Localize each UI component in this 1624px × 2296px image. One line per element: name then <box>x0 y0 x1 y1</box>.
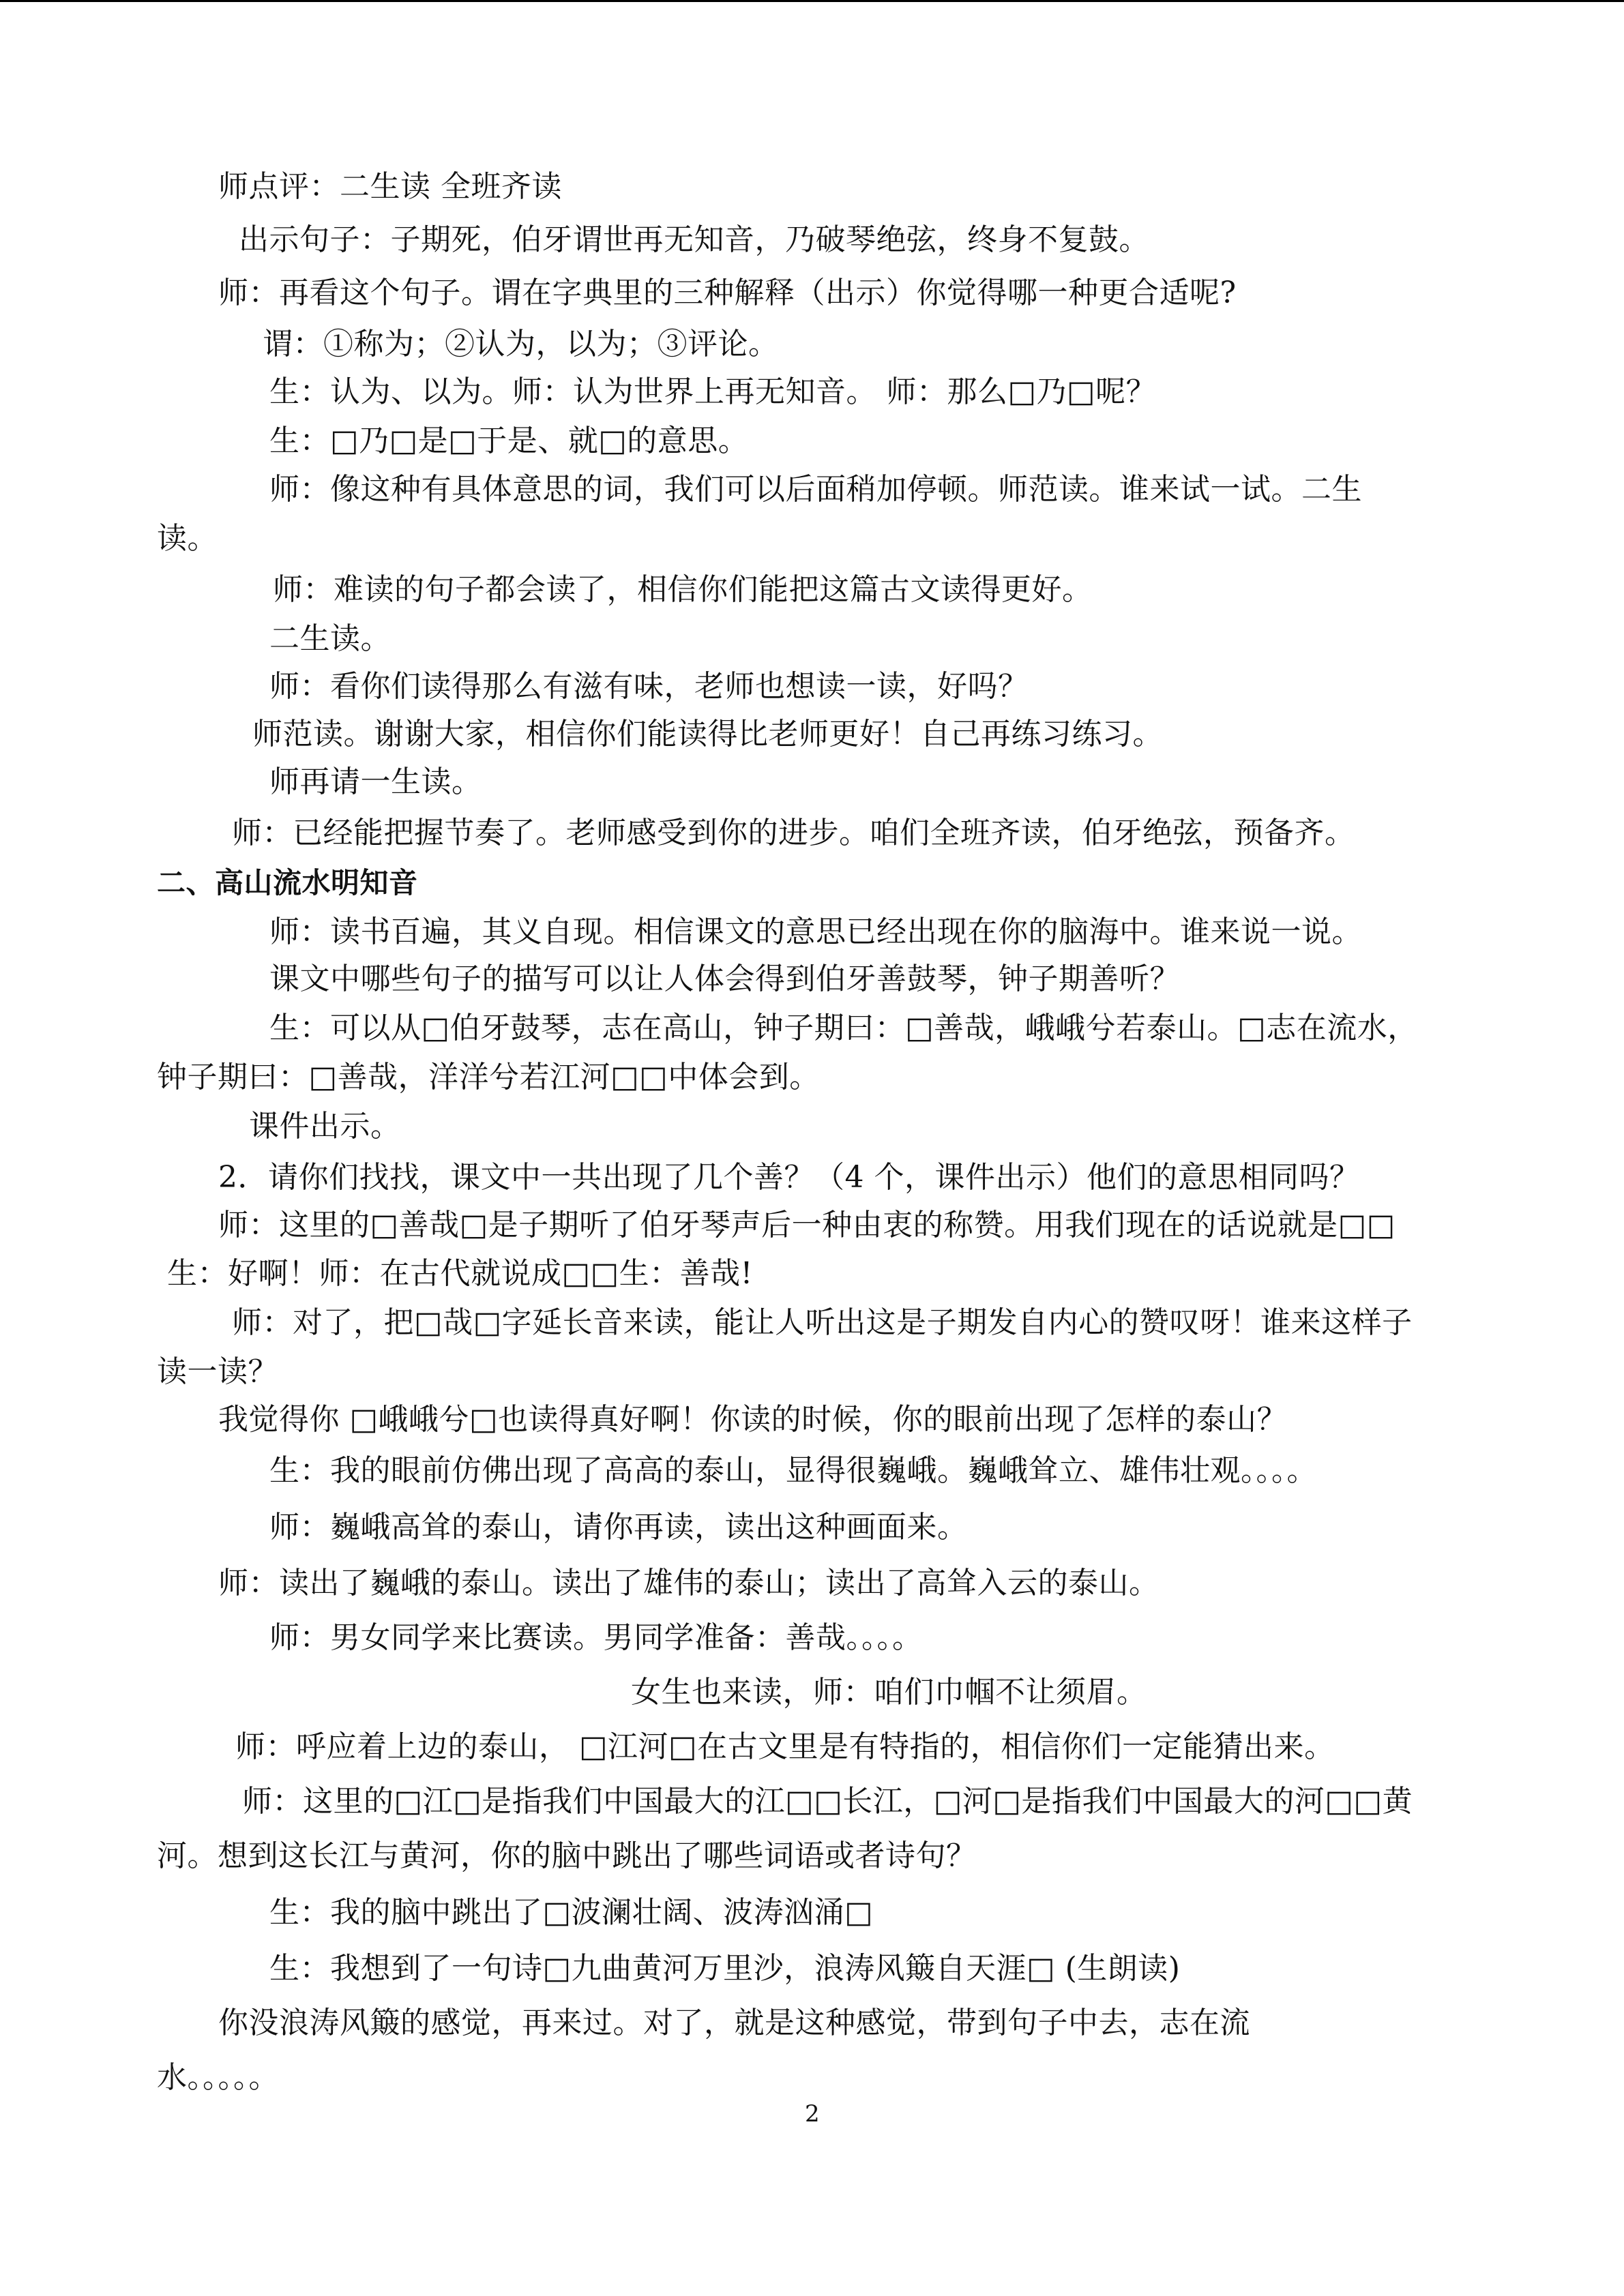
text-line: 师：读出了巍峨的泰山。读出了雄伟的泰山；读出了高耸入云的泰山。 <box>218 1566 1160 1600</box>
section-heading: 二、高山流水明知音 <box>157 866 418 899</box>
text-line: 师：这里的□善哉□是子期听了伯牙琴声后一种由衷的称赞。用我们现在的话说就是□□ <box>218 1208 1396 1242</box>
text-line: 女生也来读，师：咱们巾帼不让须眉。 <box>631 1675 1147 1710</box>
text-line: 师：这里的□江□是指我们中国最大的江□□长江，□河□是指我们中国最大的河□□黄 <box>242 1784 1413 1819</box>
text-line: 师：对了，把□哉□字延长音来读，能让人听出这是子期发自内心的赞叹呀！谁来这样子 <box>232 1305 1413 1340</box>
text-line: 师：读书百遍，其义自现。相信课文的意思已经出现在你的脑海中。谁来说一说。 <box>269 914 1362 949</box>
text-line: 师：难读的句子都会读了，相信你们能把这篇古文读得更好。 <box>273 572 1093 607</box>
text-line: 生：认为、以为。师：认为世界上再无知音。 师：那么□乃□呢？ <box>269 374 1157 409</box>
text-line: 师再请一生读。 <box>269 764 482 799</box>
text-line: 出示句子：子期死，伯牙谓世再无知音，乃破琴绝弦，终身不复鼓。 <box>239 222 1149 257</box>
text-line: 读一读？ <box>157 1354 278 1389</box>
text-line: 读。 <box>157 521 218 556</box>
text-line: 师：巍峨高耸的泰山，请你再读，读出这种画面来。 <box>269 1510 968 1545</box>
text-line: 河。想到这长江与黄河，你的脑中跳出了哪些词语或者诗句？ <box>157 1838 977 1873</box>
text-line: 钟子期曰：□善哉，洋洋兮若江河□□中体会到。 <box>157 1060 820 1094</box>
text-line: 师：呼应着上边的泰山， □江河□在古文里是有特指的，相信你们一定能猜出来。 <box>235 1729 1335 1764</box>
text-line: 师点评：二生读 全班齐读 <box>218 169 562 204</box>
text-line: 生：□乃□是□于是、就□的意思。 <box>269 423 749 458</box>
text-line: 二生读。 <box>269 621 391 656</box>
text-line: 水。。。。。 <box>157 2060 279 2095</box>
text-line: 2．请你们找找，课文中一共出现了几个善？（4 个，课件出示）他们的意思相同吗？ <box>218 1160 1360 1195</box>
page-top-border <box>0 0 1624 2</box>
text-line: 课件出示。 <box>249 1109 401 1144</box>
text-line: 生：我的眼前仿佛出现了高高的泰山，显得很巍峨。巍峨耸立、雄伟壮观。。。。 <box>269 1453 1317 1488</box>
text-line: 生：我的脑中跳出了□波澜壮阔、波涛汹涌□ <box>269 1895 874 1930</box>
text-line: 生：我想到了一句诗□九曲黄河万里沙，浪涛风簸自天涯□ (生朗读) <box>269 1951 1181 1986</box>
text-line: 师：再看这个句子。谓在字典里的三种解释（出示）你觉得哪一种更合适呢? <box>218 275 1237 310</box>
text-line: 师：男女同学来比赛读。男同学准备：善哉。。。。 <box>269 1620 923 1655</box>
text-line: 你没浪涛风簸的感觉，再来过。对了，就是这种感觉，带到句子中去，志在流 <box>218 2006 1250 2040</box>
page-number: 2 <box>805 2100 820 2128</box>
text-line: 谓：①称为；②认为，以为；③评论。 <box>263 327 779 361</box>
text-line: 师：像这种有具体意思的词，我们可以后面稍加停顿。师范读。谁来试一试。二生 <box>269 472 1362 507</box>
text-line: 生：好啊！师：在古代就说成□□生：善哉! <box>167 1256 753 1291</box>
text-line: 课文中哪些句子的描写可以让人体会得到伯牙善鼓琴，钟子期善听？ <box>269 961 1180 996</box>
text-line: 师：已经能把握节奏了。老师感受到你的进步。咱们全班齐读，伯牙绝弦，预备齐。 <box>232 816 1355 850</box>
text-line: 师：看你们读得那么有滋有味，老师也想读一读，好吗？ <box>269 669 1029 704</box>
text-line: 师范读。谢谢大家，相信你们能读得比老师更好！自己再练习练习。 <box>252 717 1163 751</box>
text-line: 生：可以从□伯牙鼓琴，志在高山，钟子期曰：□善哉，峨峨兮若泰山。□志在流水， <box>269 1011 1418 1045</box>
text-line: 我觉得你 □峨峨兮□也读得真好啊！你读的时候，你的眼前出现了怎样的泰山？ <box>218 1402 1288 1437</box>
